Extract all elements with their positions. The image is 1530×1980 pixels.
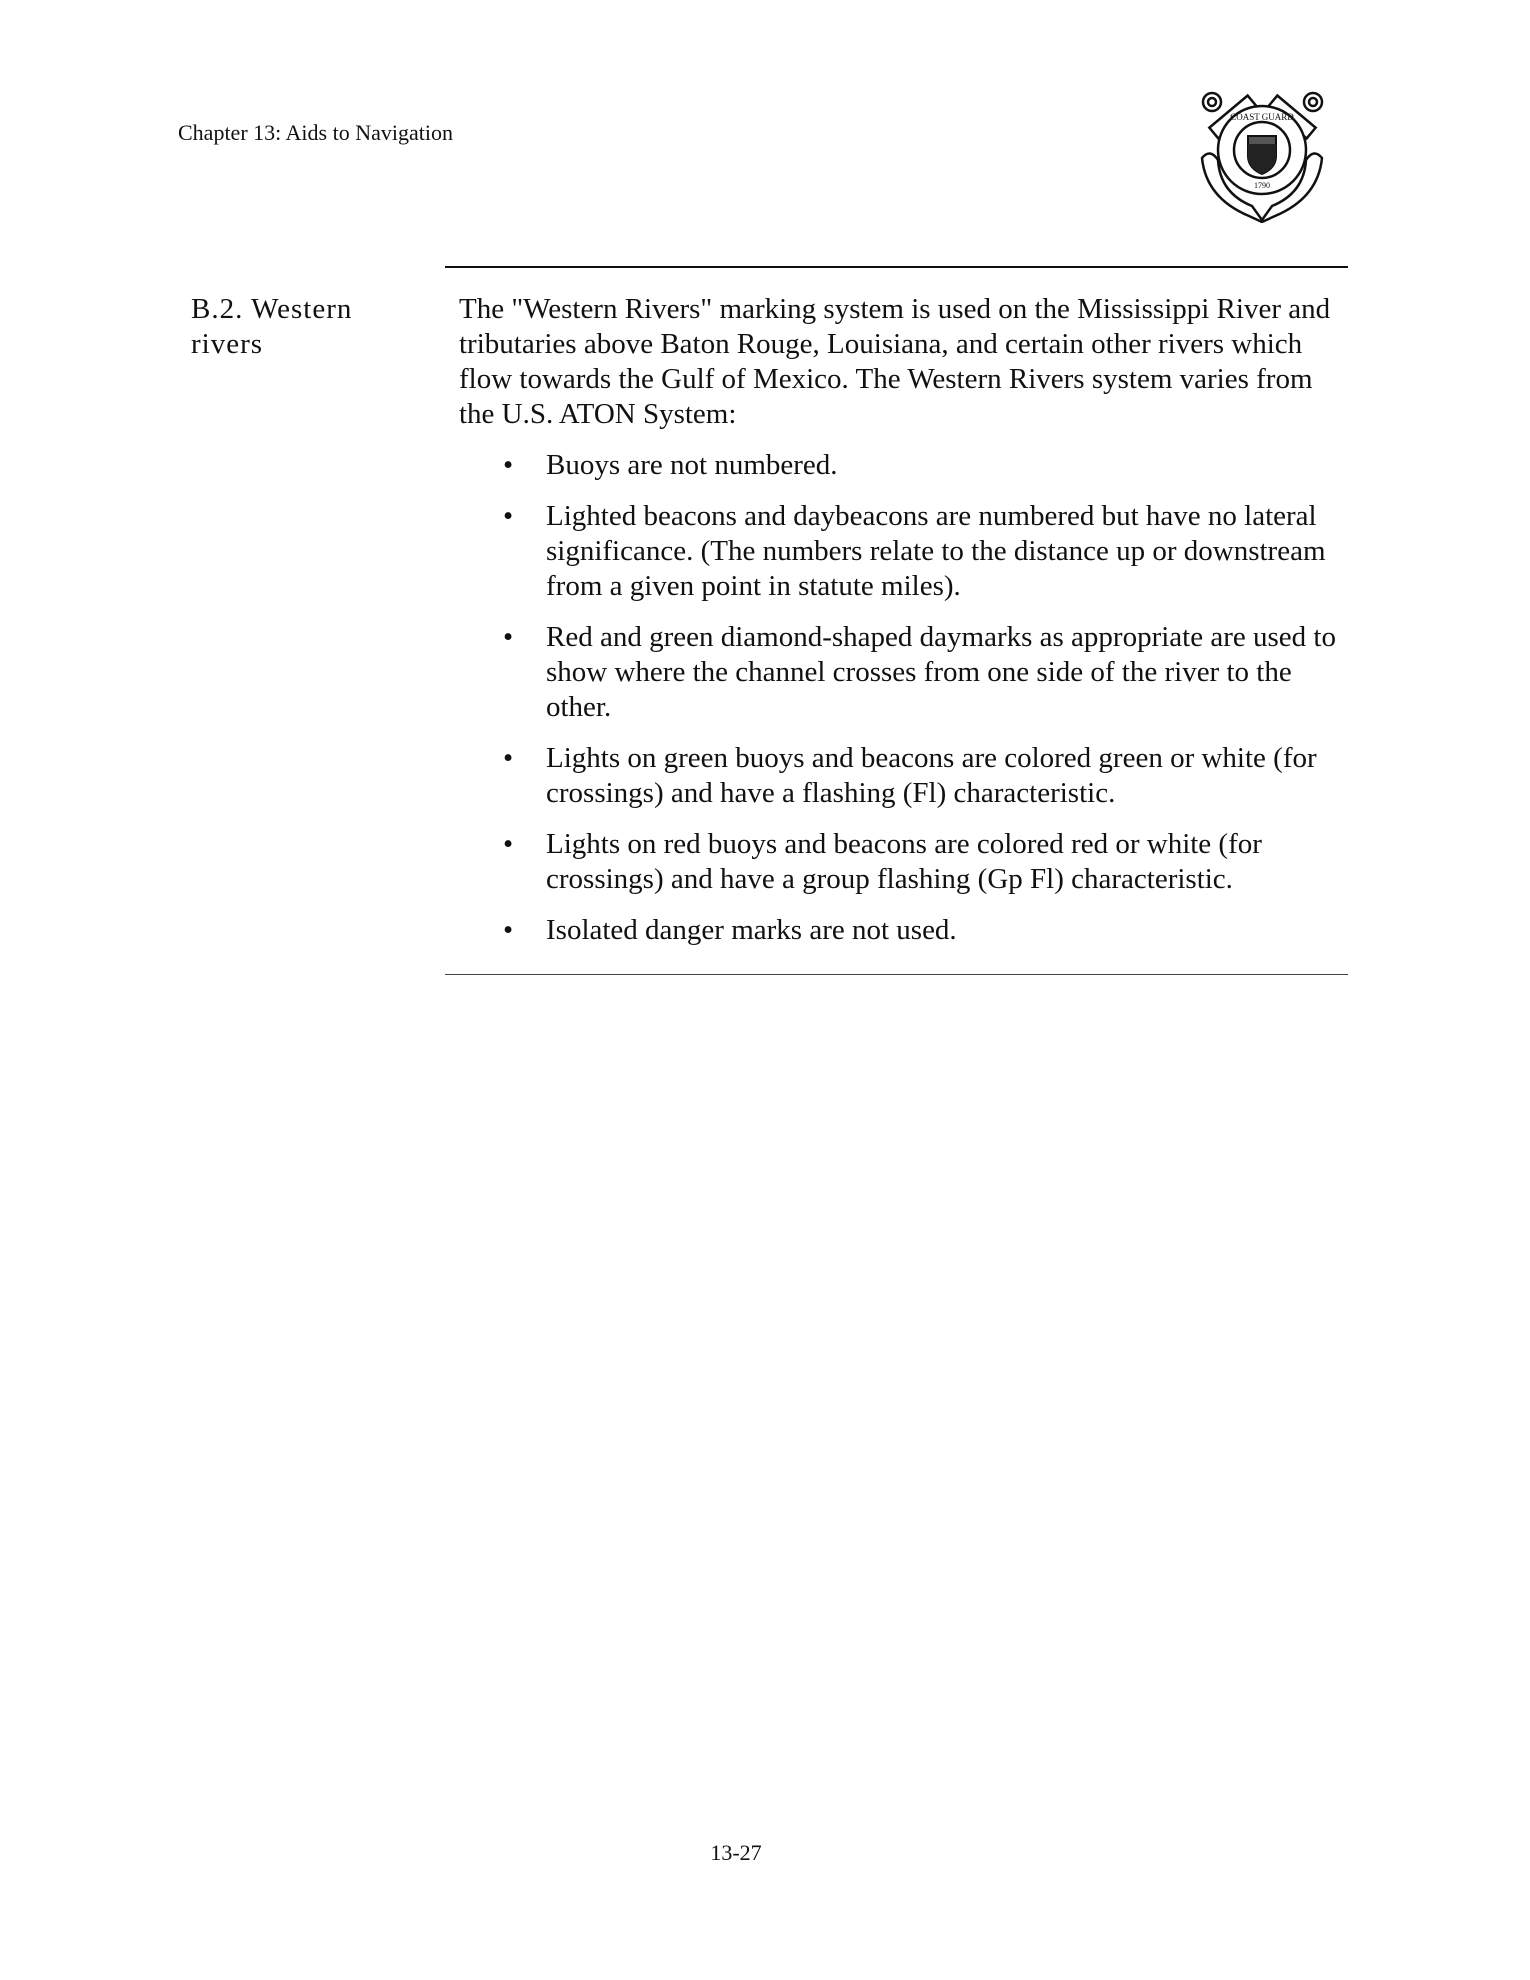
list-item [459, 827, 1346, 897]
intro-paragraph: The "Western Rivers" marking system is used on the Mississippi River and tributaries above Baton Rouge, Louisiana, and certain other rivers which flow towards the Gulf of Mexico. The Western Rivers system varies from the U.S. ATON System: [459, 293, 1331, 430]
list-item-text: Lights on red buoys and beacons are colored red or white (for crossings) and have a group flashing (Gp Fl) characteristic. [546, 828, 1262, 895]
list-item-text: Buoys are not numbered. [546, 449, 838, 481]
list-item [459, 499, 1346, 604]
svg-text:1790: 1790 [1254, 181, 1270, 190]
bullet-icon: • [503, 742, 514, 774]
list-item [459, 448, 1346, 483]
bullet-icon: • [503, 621, 514, 653]
list-item-text: Isolated danger marks are not used. [546, 914, 957, 946]
list-item-text: Lights on green buoys and beacons are colored green or white (for crossings) and have a flashing (Fl) characteristic. [546, 742, 1317, 809]
top-divider [445, 266, 1348, 268]
svg-text:COAST GUARD: COAST GUARD [1230, 112, 1294, 122]
list-item-text: Lighted beacons and daybeacons are numbered but have no lateral significance. (The numbers relate to the distance up or downstream from a given point in statute miles). [546, 500, 1326, 602]
list-item [459, 620, 1346, 725]
page-number: 13-27 [710, 1840, 762, 1865]
bullet-icon: • [503, 914, 514, 946]
bullet-icon: • [503, 449, 514, 481]
list-item-text: Red and green diamond-shaped daymarks as appropriate are used to show where the channel crosses from one side of the river to the other. [546, 621, 1336, 723]
bullet-list [459, 448, 1349, 948]
section-heading: B.2. Western rivers [191, 293, 353, 360]
bullet-icon: • [503, 828, 514, 860]
list-item [459, 913, 1346, 948]
section-body [459, 292, 1349, 964]
chapter-header: Chapter 13: Aids to Navigation [178, 120, 453, 145]
bottom-divider [445, 974, 1348, 975]
bullet-icon: • [503, 500, 514, 532]
list-item [459, 741, 1346, 811]
coast-guard-seal-icon [1190, 88, 1335, 223]
